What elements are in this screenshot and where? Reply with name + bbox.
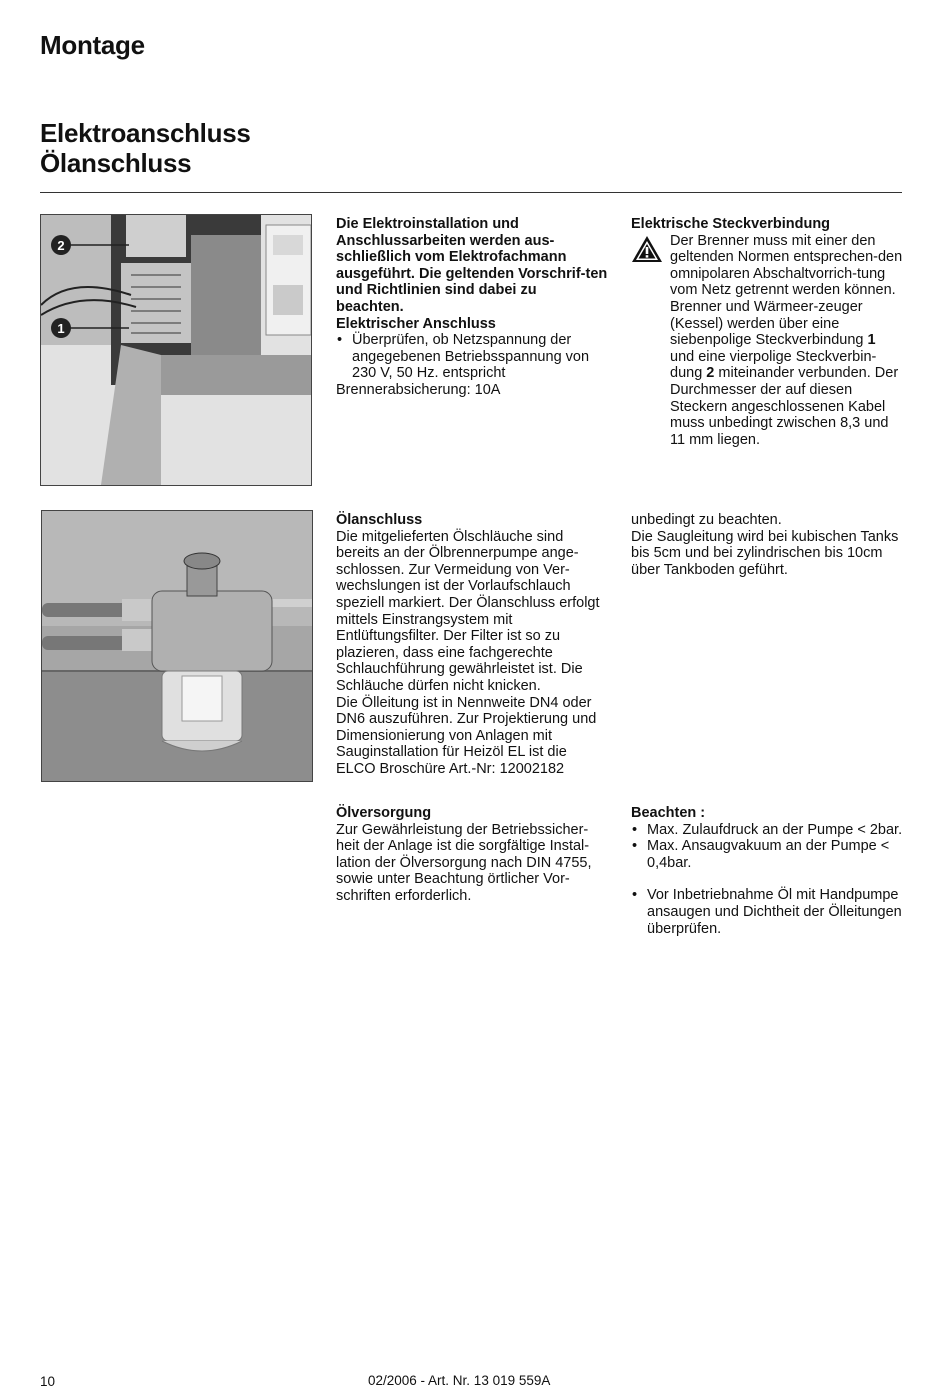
page-title-line1: Elektroanschluss [40,118,251,148]
connector-illustration [41,215,311,485]
oil-filter-photo [41,510,313,782]
oil-supply-text: Zur Gewährleistung der Betriebssicher-heit der Anlage ist die sorgfältige Instal-lation der Ölversorgung nach DIN 4755, sowie unter Beachtung örtlicher Vor-schriften erforderlich. [336,821,592,904]
plug-heading: Elektrische Steckverbindung [631,216,831,232]
notes-item: • Max. Ansaugvakuum an der Pumpe < 0,4bar. [631,838,903,871]
electrical-bullet: • Überprüfen, ob Netzspannung der angegebenen Betriebsspannung von 230 V, 50 Hz. entspricht [336,332,608,382]
oil-connection-column [336,512,608,778]
oil-filter-illustration [42,511,312,781]
plug-number-1: 1 [867,332,876,349]
electrical-column [336,216,608,399]
page-number: 10 [40,1374,56,1389]
callout-2-label: 2 [57,238,65,253]
plug-text [670,233,903,449]
plug-text-c: miteinander verbunden. Der Durchmesser der auf diesen Steckern angeschlossenen Kabel muss unbedingt zwischen 8,3 und 11 mm liegen. [670,365,899,448]
plug-column [631,216,903,448]
notes-column [631,805,903,937]
notes-item: • Max. Zulaufdruck an der Pumpe < 2bar. [631,822,903,839]
page-title-line2: Ölanschluss [40,148,192,178]
oil-text-4: Die Saugleitung wird bei kubischen Tanks bis 5cm und bei zylindrischen bis 10cm über Tankboden geführt. [631,528,899,578]
plug-warning-block [631,233,903,449]
oil-supply-column [336,805,608,905]
notes-heading: Beachten : [631,805,706,821]
article-number: 02/2006 - Art. Nr. 13 019 559A [368,1373,551,1388]
page-title [40,118,251,178]
connector-photo [40,214,312,486]
plug-number-2: 2 [706,365,715,382]
notes-list [631,822,903,938]
notes-item: • Vor Inbetriebnahme Öl mit Handpumpe ansaugen und Dichtheit der Ölleitungen überprüfen. [631,887,903,937]
oil-text-2: Die Ölleitung ist in Nennweite DN4 oder DN6 auszuführen. Zur Projektierung und Dimensionierung von Anlagen mit Sauginstallation für Heizöl EL ist die ELCO Broschüre Art.-Nr: 12002182 [336,694,597,777]
section-title: Montage [40,30,145,60]
oil-text-3: unbedingt zu beachten. [631,512,782,528]
plug-text-a: Der Brenner muss mit einer den geltenden Normen entsprechen-den omnipolaren Abschaltvorrich-tung vom Netz getrennt werden können. Brenner und Wärmeer-zeuger (Kessel) werden über eine siebenpolige Steckverbindung [670,232,903,349]
electrical-fuse: Brennerabsicherung: 10A [336,381,501,398]
electrical-intro: Die Elektroinstallation und Anschlussarbeiten werden aus-schließlich vom Elektrofachmann ausgeführt. Die geltenden Vorschrif-ten und Richtlinien sind dabei zu beachten. [336,216,608,315]
electrical-list [336,332,608,382]
title-rule [40,192,902,193]
warning-icon [631,235,663,263]
plug-text-b: und eine vierpolige Steckverbin-dung [670,348,877,382]
electrical-heading: Elektrischer Anschluss [336,315,496,332]
callout-1-label: 1 [57,321,65,336]
oil-heading: Ölanschluss [336,512,423,528]
oil-connection-column-2 [631,512,906,578]
oil-supply-heading: Ölversorgung [336,805,432,821]
oil-text-1: Die mitgelieferten Ölschläuche sind bereits an der Ölbrennerpumpe ange-schlossen. Zur Vermeidung von Ver-wechslungen ist der Vorlaufschlauch speziell markiert. Der Ölanschluss erfolgt mittels Einstrangsystem mit Entlüftungsfilter. Der Filter ist so zu plazieren, dass eine fachgerechte Schlauchführung gewährleistet ist. Die Schläuche dürfen nicht knicken. [336,528,600,694]
